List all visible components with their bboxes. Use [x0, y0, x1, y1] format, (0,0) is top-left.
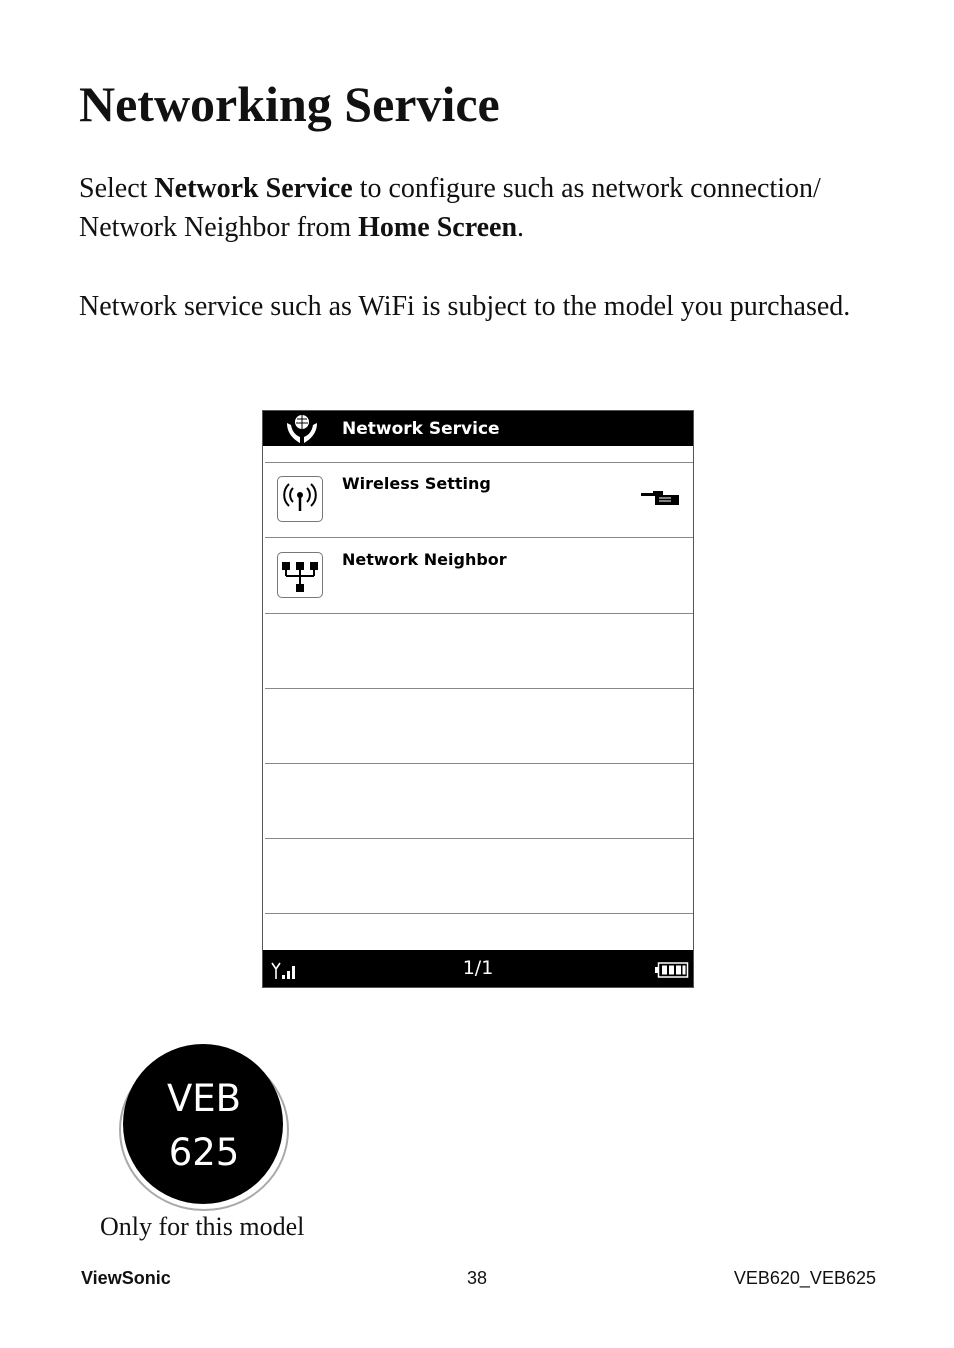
screen-title: Network Service: [342, 419, 500, 439]
menu-item-label: Network Neighbor: [342, 550, 507, 569]
footer-page-number: 38: [466, 1268, 488, 1288]
intro-bold-network-service: Network Service: [154, 173, 353, 204]
menu-item-network-neighbor[interactable]: [265, 538, 693, 614]
empty-list-row: [265, 838, 693, 914]
menu-item-label: Wireless Setting: [342, 474, 491, 493]
page-title: Networking Service: [79, 76, 500, 132]
device-screen: [262, 410, 694, 988]
hands-globe-icon: [285, 413, 319, 445]
page-indicator: 1/1: [462, 957, 494, 979]
screen-title-bar: [263, 411, 693, 446]
intro-text-2: to configure such as network connection/ Network Neighbor from: [79, 173, 821, 243]
network-tree-icon: [277, 552, 323, 598]
intro-text-1: Select: [79, 173, 155, 204]
badge-caption: Only for this model: [100, 1212, 305, 1241]
empty-list-row: [265, 613, 693, 689]
empty-list-row: [265, 763, 693, 839]
badge-line-1: VEB: [166, 1077, 242, 1120]
footer-brand: ViewSonic: [81, 1268, 171, 1288]
model-badge-label: [124, 1072, 284, 1180]
footer-model: VEB620_VEB625: [733, 1268, 876, 1288]
battery-icon: [655, 962, 689, 978]
wireless-antenna-icon: [277, 476, 323, 522]
intro-bold-home-screen: Home Screen: [358, 212, 518, 243]
intro-text-3: .: [517, 212, 525, 243]
screen-status-bar: [263, 950, 693, 987]
intro-paragraph: [79, 169, 879, 247]
empty-list-row: [265, 688, 693, 764]
pointing-hand-icon: [641, 488, 679, 506]
menu-item-wireless-setting[interactable]: [265, 462, 693, 538]
note-paragraph: Network service such as WiFi is subject to the model you purchased.: [79, 291, 851, 322]
badge-line-2: 625: [168, 1131, 240, 1174]
